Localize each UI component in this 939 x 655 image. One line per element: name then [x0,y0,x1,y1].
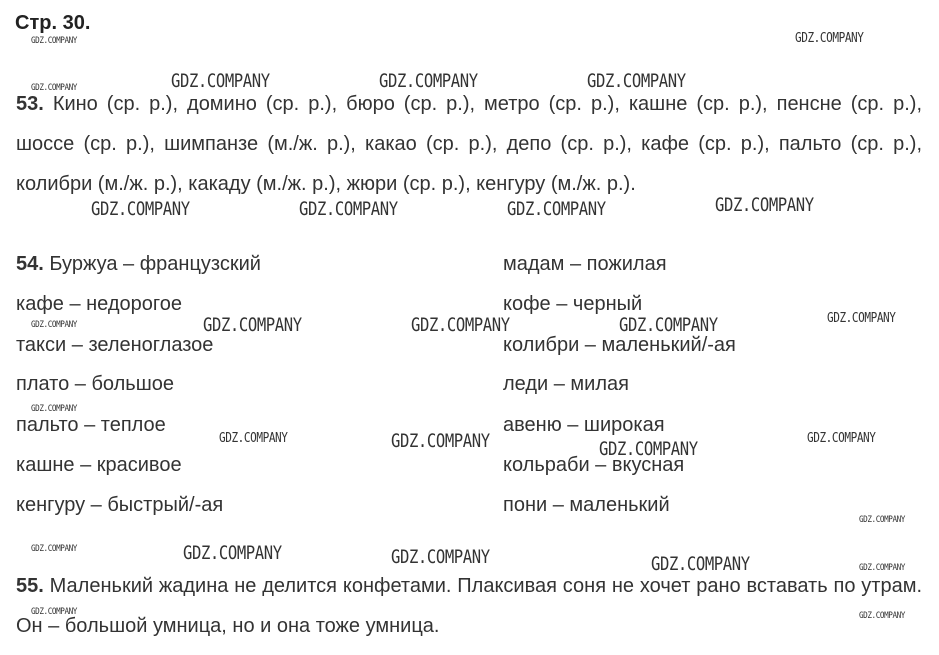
watermark: GDZ.COMPANY [807,431,876,446]
watermark: GDZ.COMPANY [859,563,905,573]
exercise-54-right-item: кольраби – вкусная [503,454,685,476]
exercise-54-right-item: леди – милая [503,373,629,395]
watermark: GDZ.COMPANY [795,31,864,46]
watermark: GDZ.COMPANY [379,70,478,92]
watermark: GDZ.COMPANY [31,544,77,554]
exercise-54-left-text: Буржуа – французский [49,253,261,275]
watermark: GDZ.COMPANY [859,515,905,525]
watermark: GDZ.COMPANY [31,36,77,46]
watermark: GDZ.COMPANY [599,438,698,460]
watermark: GDZ.COMPANY [619,314,718,336]
exercise-54-right-item: пони – маленький [503,494,670,516]
exercise-54-left-item: пальто – теплое [16,414,166,436]
exercise-54-right-item: авеню – широкая [503,414,665,436]
exercise-55-text: Маленький жадина не делится конфетами. Плаксивая соня не хочет рано вставать по утрам. Он – большой умница, но и она тоже умница. [16,575,922,637]
exercise-54-left-item: кенгуру – быстрый/-ая [16,494,224,516]
watermark: GDZ.COMPANY [411,314,510,336]
watermark: GDZ.COMPANY [91,198,190,220]
exercise-53-number: 53. [16,93,44,115]
watermark: GDZ.COMPANY [183,542,282,564]
watermark: GDZ.COMPANY [31,320,77,330]
exercise-53 [16,84,922,204]
exercise-55-number: 55. [16,575,44,597]
watermark: GDZ.COMPANY [219,431,288,446]
exercise-54-right-item: мадам – пожилая [503,253,667,275]
exercise-54-left-item [16,253,261,276]
exercise-54-left-item: кафе – недорогое [16,293,182,315]
watermark: GDZ.COMPANY [31,83,77,93]
watermark: GDZ.COMPANY [391,546,490,568]
watermark: GDZ.COMPANY [587,70,686,92]
watermark: GDZ.COMPANY [299,198,398,220]
watermark: GDZ.COMPANY [651,553,750,575]
exercise-55 [16,566,922,646]
exercise-54-left-item: такси – зеленоглазое [16,334,214,356]
watermark: GDZ.COMPANY [507,198,606,220]
exercise-53-text: Кино (ср. р.), домино (ср. р.), бюро (ср. р.), метро (ср. р.), кашне (ср. р.), пенсне (ср. р.), шоссе (ср. р.), шимпанзе (м./ж. р.), какао (ср. р.), депо (ср. р.), кафе (ср. р.), пальто (ср. р.), колибри (м./ж. р.), какаду (м./ж. р.), жюри (ср. р.), кенгуру (м./ж. р.). [16,93,922,195]
watermark: GDZ.COMPANY [31,404,77,414]
exercise-54-number: 54. [16,253,44,275]
watermark: GDZ.COMPANY [827,311,896,326]
exercise-54-right-item: колибри – маленький/-ая [503,334,736,356]
exercise-54-left-item: плато – большое [16,373,174,395]
watermark: GDZ.COMPANY [31,607,77,617]
watermark: GDZ.COMPANY [391,430,490,452]
watermark: GDZ.COMPANY [859,611,905,621]
page-title: Стр. 30. [15,12,91,34]
watermark: GDZ.COMPANY [171,70,270,92]
watermark: GDZ.COMPANY [203,314,302,336]
exercise-54-right-item: кофе – черный [503,293,643,315]
watermark: GDZ.COMPANY [715,194,814,216]
exercise-54-left-item: кашне – красивое [16,454,182,476]
